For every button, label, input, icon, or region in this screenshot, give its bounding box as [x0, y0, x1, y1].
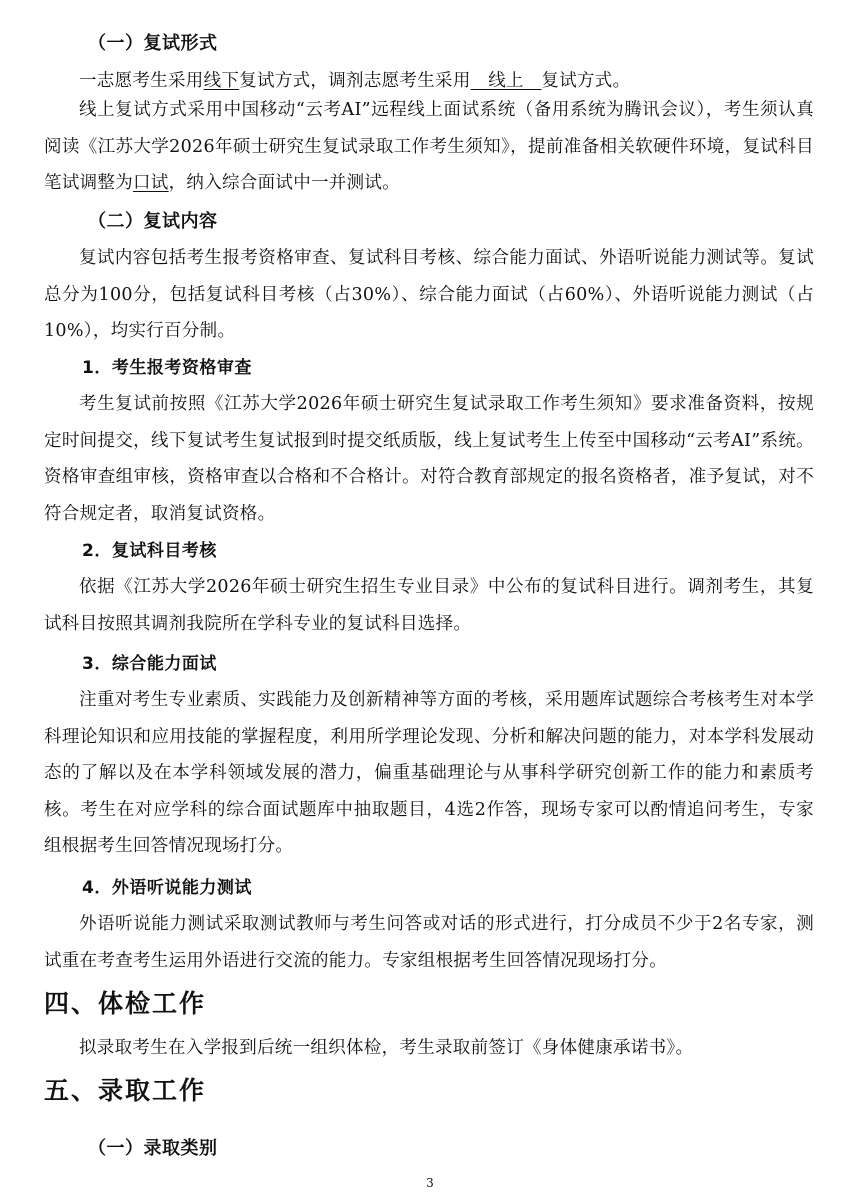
paragraph-subject-assessment: 依据《江苏大学2026年硕士研究生招生专业目录》中公布的复试科目进行。调剂考生，其复试科目按照其调剂我院所在学科专业的复试科目选择。 [44, 577, 814, 634]
underlined-oral-exam: 口试 [133, 173, 169, 193]
paragraph-comprehensive-interview: 注重对考生专业素质、实践能力及创新精神等方面的考核，采用题库试题综合考核考生对本学科理论知识和应用技能的掌握程度，利用所学理论发现、分析和解决问题的能力，对本学科发展动态的了解以及在本学科领域发展的潜力，偏重基础理论与从事科学研究创新工作的能力和素质考核。考生在对应学科的综合面试题库中抽取题目，4选2作答，现场专家可以酌情追问考生，专家组根据考生回答情况现场打分。 [44, 690, 814, 856]
page-number: 3 [426, 1176, 434, 1190]
paragraph-language-test: 外语听说能力测试采取测试教师与考生问答或对话的形式进行，打分成员不少于2名专家，测试重在考查考生运用外语进行交流的能力。专家组根据考生回答情况现场打分。 [44, 914, 814, 971]
section-heading-admission-category: （一）录取类别 [88, 1138, 218, 1159]
text-segment: 线上复试方式采用中国移动“云考AI”远程线上面试系统（备用系统为腾讯会议），考生须认真阅读《江苏大学2026年硕士研究生复试录取工作考生须知》，提前准备相关软硬件环境，复试科目笔试调整为 [44, 100, 814, 193]
paragraph-physical-exam: 拟录取考生在入学报到后统一组织体检，考生录取前签订《身体健康承诺书》。 [79, 1038, 694, 1058]
paragraph-retest-content: 复试内容包括考生报考资格审查、复试科目考核、综合能力面试、外语听说能力测试等。复试总分为100分，包括复试科目考核（占30%）、综合能力面试（占60%）、外语听说能力测试（占10%），均实行百分制。 [44, 248, 814, 341]
item-heading-language-test: 4．外语听说能力测试 [82, 878, 252, 898]
paragraph-online-system [44, 92, 814, 202]
item-heading-comprehensive-interview: 3．综合能力面试 [82, 654, 217, 674]
underlined-offline: 线下 [203, 71, 240, 91]
text-segment: 复试方式，调剂志愿考生采用 [239, 71, 471, 91]
text-segment: ，纳入综合面试中一并测试。 [168, 173, 401, 193]
section-heading-retest-format: （一）复试形式 [88, 33, 218, 54]
item-heading-subject-assessment: 2．复试科目考核 [82, 541, 217, 561]
section-heading-admission: 五、录取工作 [44, 1076, 207, 1105]
text-segment: 一志愿考生采用 [79, 71, 204, 91]
underlined-online: 线上 [470, 71, 542, 91]
paragraph-qualification-review: 考生复试前按照《江苏大学2026年硕士研究生复试录取工作考生须知》要求准备资料，按规定时间提交，线下复试考生复试报到时提交纸质版，线上复试考生上传至中国移动“云考AI”系统。资格审查组审核，资格审查以合格和不合格计。对符合教育部规定的报名资格者，准予复试，对不符合规定者，取消复试资格。 [44, 394, 814, 524]
text-segment: 复试方式。 [541, 71, 631, 91]
item-heading-qualification-review: 1．考生报考资格审查 [82, 358, 252, 378]
section-heading-retest-content: （二）复试内容 [88, 211, 218, 232]
section-heading-physical-exam: 四、体检工作 [44, 989, 207, 1018]
